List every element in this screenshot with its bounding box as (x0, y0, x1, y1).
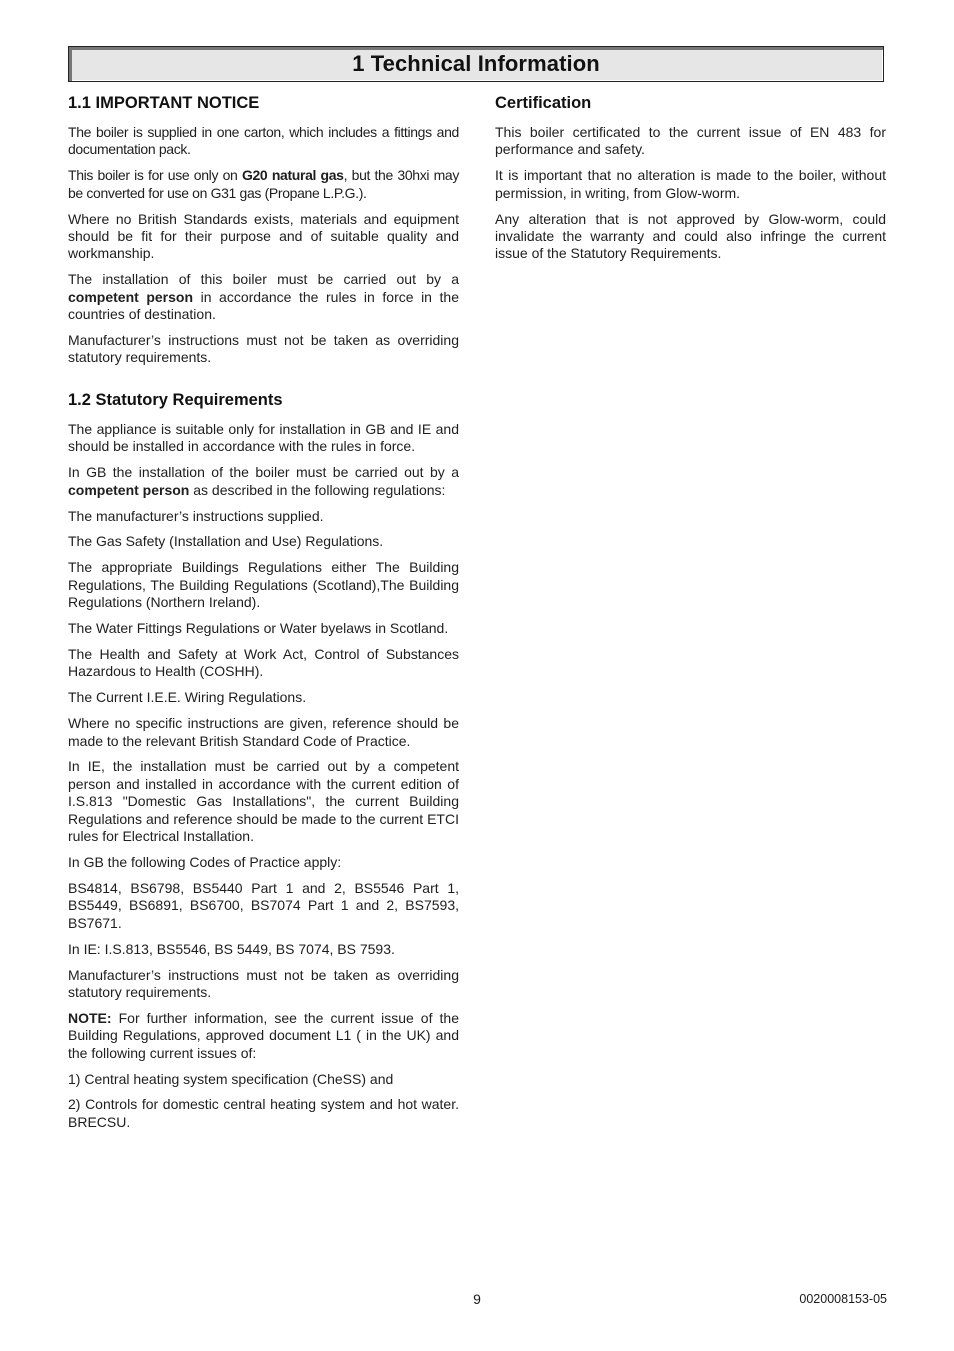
paragraph: Where no specific instructions are given, reference should be made to the relevant British Standard Code of Practice. (68, 715, 459, 749)
paragraph: This boiler is for use only on G20 natural gas, but the 30hxi may be converted for use on G31 gas (Propane L.P.G.). (68, 167, 460, 201)
certification-heading: Certification (495, 94, 592, 112)
paragraph: In IE, the installation must be carried out by a competent person and installed in accordance with the current edition of I.S.813 "Domestic Gas Installations", the current Building Regulations and reference should be made to the current ETCI rules for Electrical Installation. (68, 758, 459, 845)
paragraph: The appropriate Buildings Regulations either The Building Regulations, The Building Regulations (Scotland),The Building Regulations (Northern Ireland). (68, 559, 459, 611)
paragraph: In IE: I.S.813, BS5546, BS 5449, BS 7074, BS 7593. (68, 940, 395, 957)
paragraph: 1) Central heating system specification (CheSS) and (68, 1070, 394, 1087)
paragraph: It is important that no alteration is made to the boiler, without permission, in writing, from Glow-worm. (495, 167, 886, 201)
paragraph: Manufacturer’s instructions must not be taken as overriding statutory requirements. (68, 332, 459, 366)
paragraph: The Current I.E.E. Wiring Regulations. (68, 689, 307, 706)
paragraph: 2) Controls for domestic central heating system and hot water. BRECSU. (68, 1096, 459, 1130)
paragraph: The Gas Safety (Installation and Use) Regulations. (68, 533, 384, 550)
paragraph: The Water Fittings Regulations or Water byelaws in Scotland. (68, 620, 449, 637)
important-notice-heading: 1.1 IMPORTANT NOTICE (68, 94, 260, 112)
section-title-bar (68, 46, 884, 82)
left-column (68, 92, 459, 1140)
paragraph: Any alteration that is not approved by Glow-worm, could invalidate the warranty and could also infringe the current issue of the Statutory Requirements. (495, 210, 886, 262)
paragraph: The installation of this boiler must be carried out by a competent person in accordance the rules in force in the countries of destination. (68, 271, 459, 323)
page-title: 1 Technical Information (352, 51, 600, 76)
paragraph: The appliance is suitable only for installation in GB and IE and should be installed in accordance with the rules in force. (68, 420, 459, 455)
paragraph: The Health and Safety at Work Act, Control of Substances Hazardous to Health (COSHH). (68, 645, 459, 680)
page-number: 9 (473, 1291, 481, 1307)
document-code: 0020008153-05 (799, 1292, 887, 1306)
paragraph: BS4814, BS6798, BS5440 Part 1 and 2, BS5546 Part 1, BS5449, BS6891, BS6700, BS7074 Part 1 and 2, BS7593, BS7671. (68, 879, 459, 931)
paragraph: In GB the installation of the boiler must be carried out by a competent person as described in the following regulations: (68, 464, 459, 498)
paragraph: The boiler is supplied in one carton, which includes a fittings and documentation pack. (68, 124, 459, 158)
paragraph: The manufacturer’s instructions supplied. (68, 507, 324, 524)
paragraph: Manufacturer’s instructions must not be taken as overriding statutory requirements. (68, 966, 459, 1000)
right-column (495, 92, 886, 271)
statutory-requirements-heading: 1.2 Statutory Requirements (68, 390, 283, 409)
note-paragraph: NOTE: For further information, see the current issue of the Building Regulations, approved document L1 ( in the UK) and the following current issues of: (68, 1009, 459, 1061)
paragraph: Where no British Standards exists, materials and equipment should be fit for their purpose and of suitable quality and workmanship. (68, 210, 459, 262)
paragraph: This boiler certificated to the current issue of EN 483 for performance and safety. (495, 124, 886, 158)
paragraph: In GB the following Codes of Practice apply: (68, 854, 342, 870)
